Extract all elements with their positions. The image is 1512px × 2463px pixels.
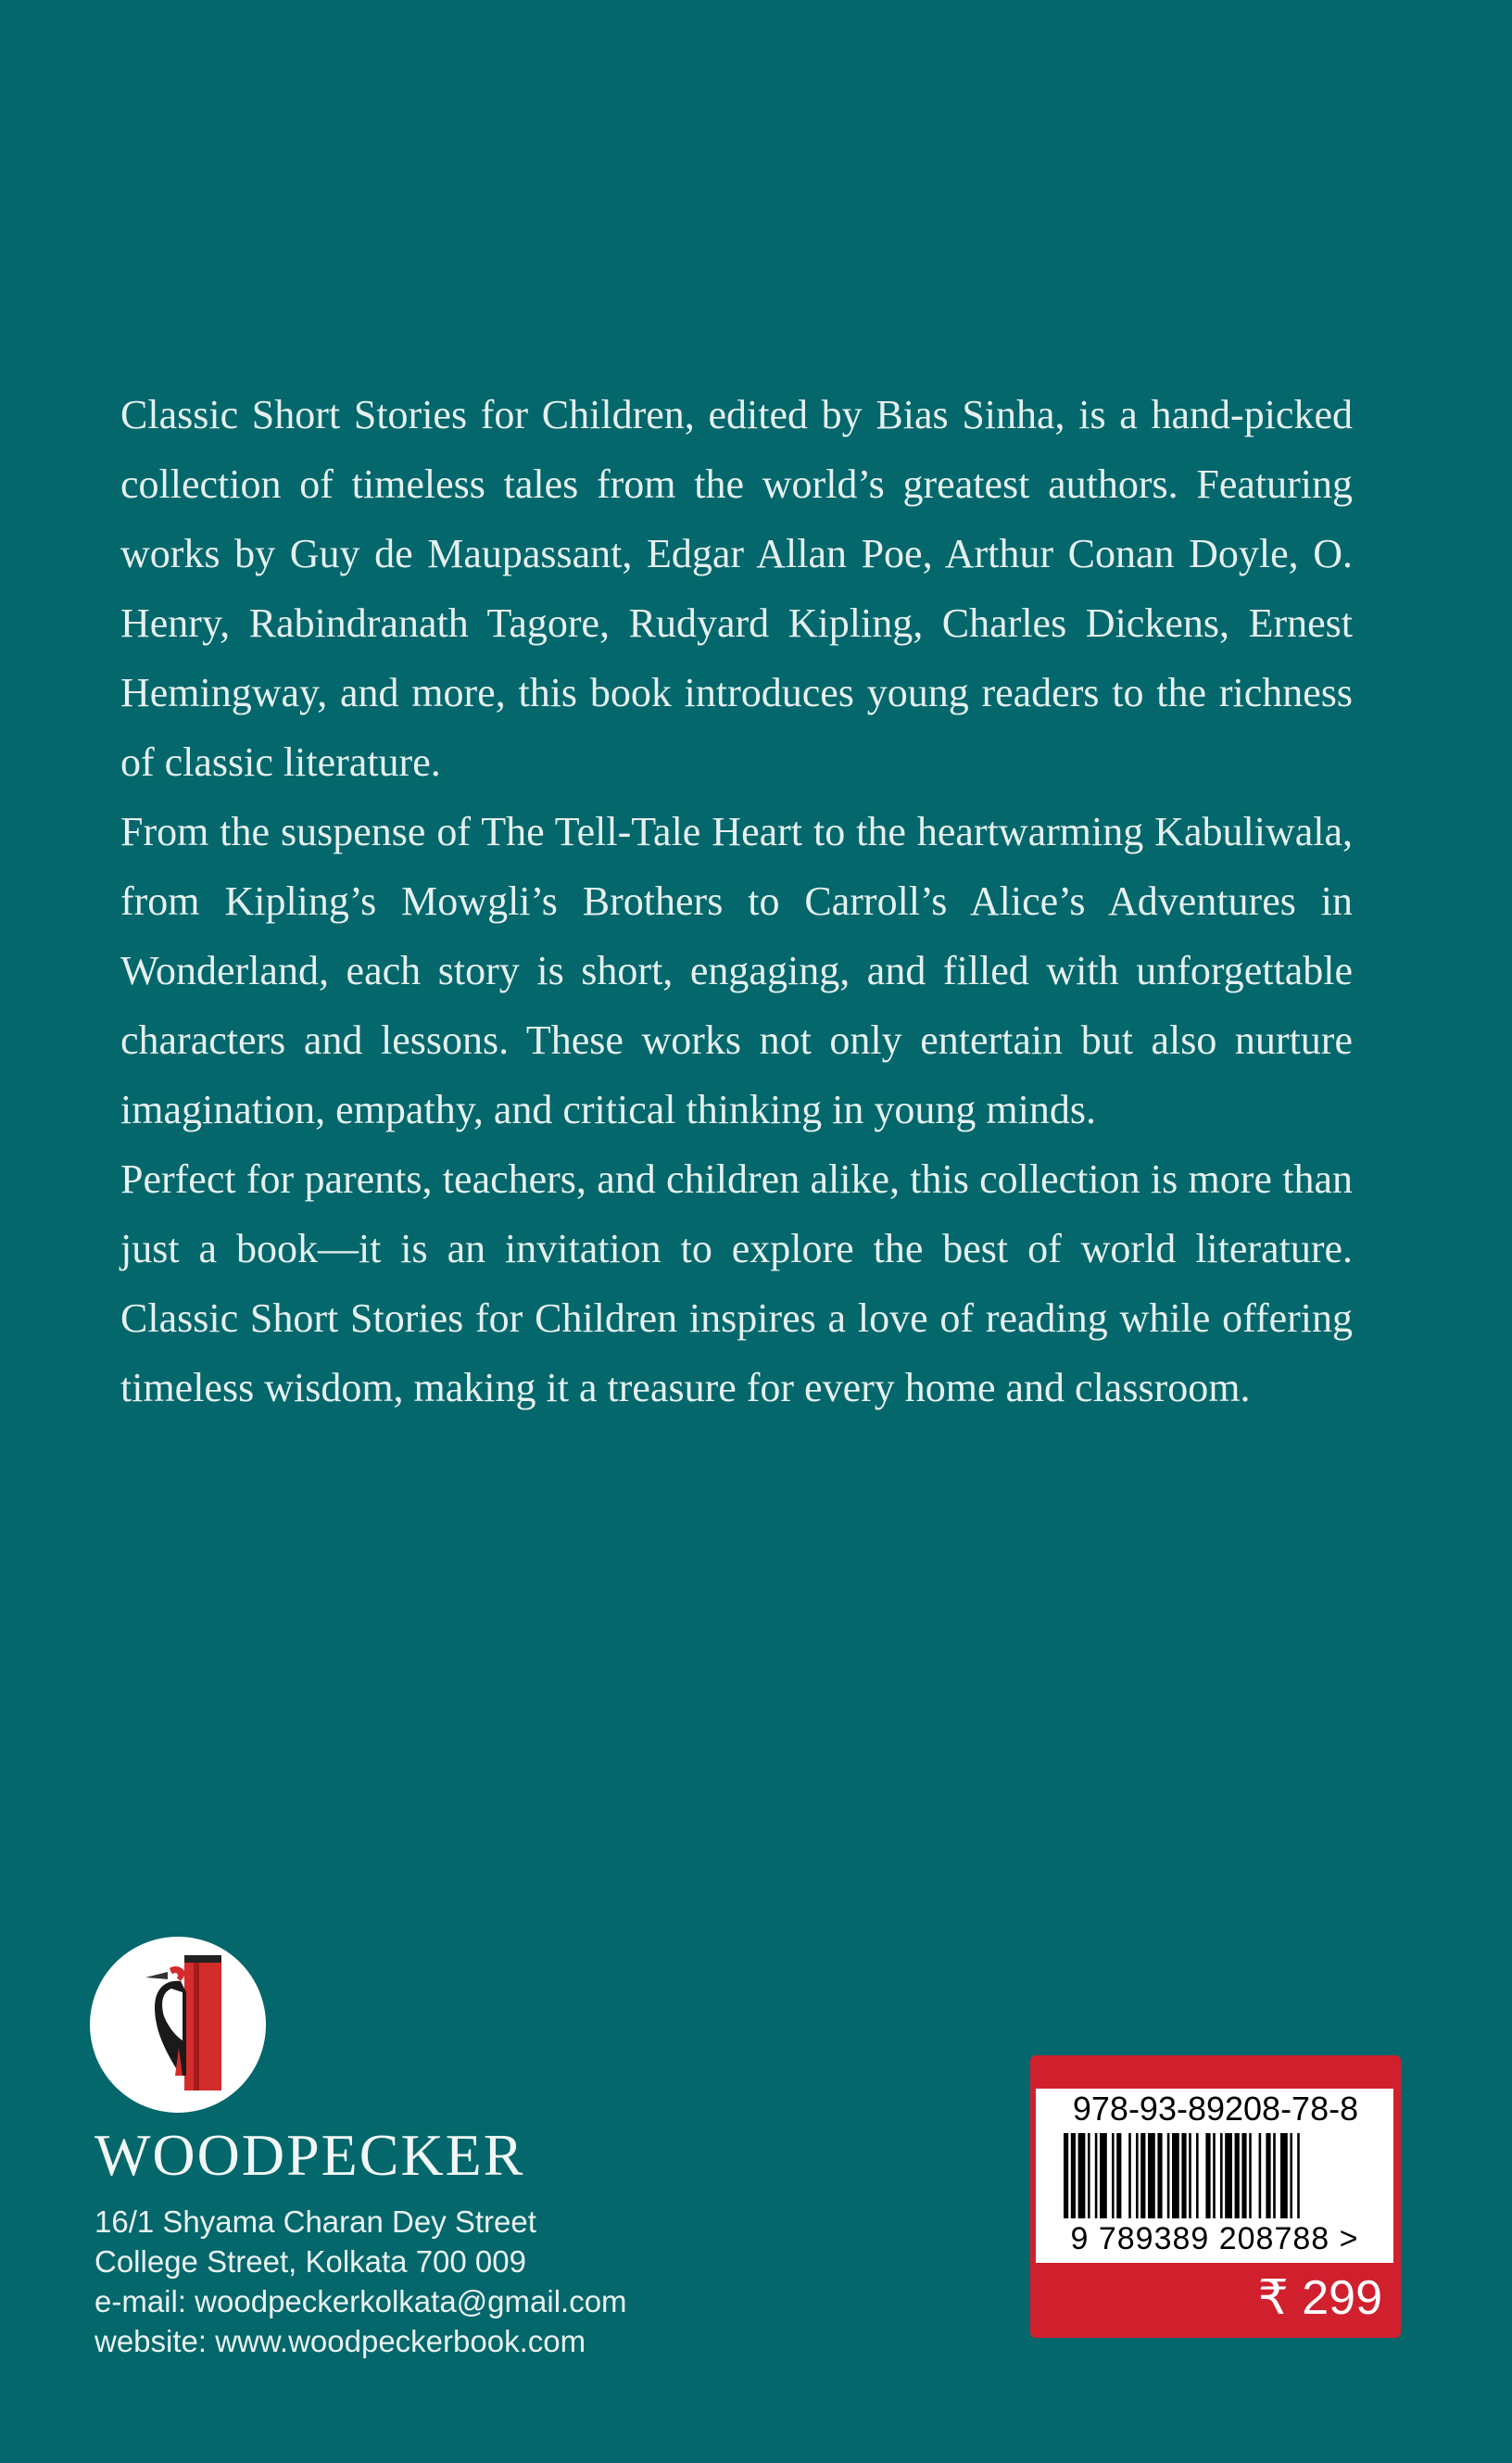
barcode-bar (1225, 2133, 1232, 2218)
barcode-bar (1259, 2133, 1262, 2218)
blurb-paragraph-2: From the suspense of The Tell-Tale Heart to the heartwarming Kabuliwala, from Kipling’s Mowgli’s Brothers to Carroll’s Alice’s Adventures in Wonderland, each story is short, engaging, and filled with unforgettable characters and lessons. These works not only entertain but also nurture imagination, empathy, and critical thinking in young minds. (120, 809, 1353, 1132)
barcode-bar (1172, 2133, 1179, 2218)
barcode-bar (1112, 2133, 1115, 2218)
barcode-bar (1136, 2133, 1139, 2218)
barcode-digits: 9 789389 208788 > (1070, 2221, 1359, 2256)
barcode-bar (1100, 2133, 1107, 2218)
barcode-bars (1064, 2133, 1369, 2222)
email-line: e-mail: woodpeckerkolkata@gmail.com (94, 2284, 627, 2318)
barcode-bar (1088, 2133, 1090, 2218)
barcode-panel (1030, 2055, 1401, 2338)
barcode-label (1036, 2089, 1393, 2263)
barcode-bar (1213, 2133, 1216, 2218)
barcode-bar (1273, 2133, 1276, 2218)
barcode-bar (1196, 2133, 1199, 2218)
barcode-bar (1157, 2133, 1162, 2218)
website-line: website: www.woodpeckerbook.com (94, 2324, 586, 2358)
barcode-bar (1181, 2133, 1186, 2218)
barcode-bar (1189, 2133, 1191, 2218)
barcode-bar (1297, 2133, 1300, 2218)
barcode-bar (1140, 2133, 1145, 2218)
barcode-bar (1095, 2133, 1098, 2218)
publisher-address (94, 2202, 627, 2361)
blurb-paragraph-1: Classic Short Stories for Children, edited by Bias Sinha, is a hand-picked collection of timeless tales from the world’s greatest authors. Featuring works by Guy de Maupassant, Edgar Allan Poe, Arthur Conan Doyle, O. Henry, Rabindranath Tagore, Rudyard Kipling, Charles Dickens, Ernest Hemingway, and more, this book introduces young readers to the richness of classic literature. (120, 392, 1353, 785)
price-label: ₹ 299 (1257, 2271, 1382, 2325)
barcode-bar (1205, 2133, 1210, 2218)
barcode-bar (1128, 2133, 1131, 2218)
barcode-bar (1249, 2133, 1252, 2218)
barcode-bar (1266, 2133, 1270, 2218)
barcode-bar (1220, 2133, 1223, 2218)
barcode-bar (1078, 2133, 1086, 2218)
barcode-bar (1167, 2133, 1170, 2218)
blurb-text (120, 380, 1353, 1422)
barcode-bar (1235, 2133, 1240, 2218)
woodpecker-logo-icon (90, 1937, 266, 2113)
address-line-1: 16/1 Shyama Charan Dey Street (94, 2204, 536, 2239)
barcode-bar (1290, 2133, 1292, 2218)
barcode-bar (1280, 2133, 1288, 2218)
barcode-bar (1241, 2133, 1246, 2218)
barcode-bar (1116, 2133, 1121, 2218)
address-line-2: College Street, Kolkata 700 009 (94, 2244, 526, 2279)
barcode-bar (1064, 2133, 1068, 2218)
blurb-paragraph-3: Perfect for parents, teachers, and children alike, this collection is more than just a book—it is an invitation to explore the best of world literature. Classic Short Stories for Children inspires a love of reading while offering timeless wisdom, making it a treasure for every home and classroom. (120, 1156, 1353, 1410)
barcode-bar (1148, 2133, 1155, 2218)
publisher-name: WOODPECKER (94, 2122, 525, 2188)
barcode-bar (1071, 2133, 1076, 2218)
isbn-text: 978-93-89208-78-8 (1072, 2090, 1359, 2128)
